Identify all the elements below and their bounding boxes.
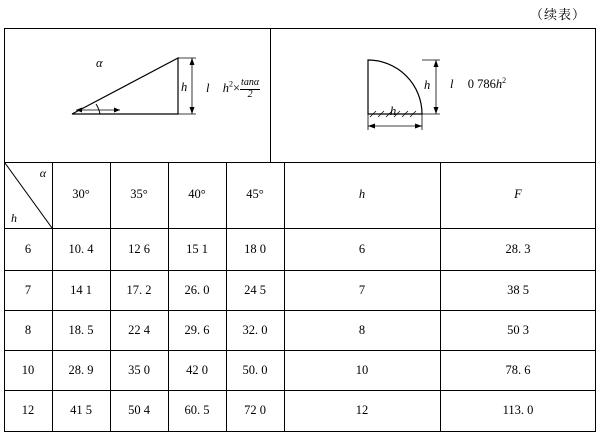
formula-coefficient: 0 786: [467, 77, 496, 92]
table-row: 7: [358, 283, 366, 297]
table-row: 8: [358, 323, 366, 337]
triangle-angle-label: α: [96, 56, 103, 70]
rule-figure-divider: [270, 28, 271, 162]
quarter-circle-width-label: h: [390, 104, 397, 118]
formula-prefix-l-right: l: [450, 77, 454, 92]
table-row: 50 4: [128, 403, 150, 417]
table-row: 10. 4: [68, 242, 94, 256]
column-header-h: h: [358, 187, 366, 201]
formula-prefix-l: l: [206, 80, 210, 95]
corner-label-h: h: [11, 211, 17, 225]
rule-row-3: [4, 350, 596, 351]
rule-row-1: [4, 270, 596, 271]
formula-exponent: 2: [228, 79, 233, 89]
table-row: 10: [355, 363, 369, 377]
column-header-F: F: [514, 187, 522, 201]
table-row: 14 1: [70, 283, 92, 297]
table-row: 24 5: [244, 283, 266, 297]
table-row: 29. 6: [184, 323, 210, 337]
table-row: 72 0: [244, 403, 266, 417]
table-row: 18. 5: [68, 323, 94, 337]
formula-fraction: [240, 78, 260, 100]
quarter-circle-height-label: h: [424, 78, 431, 92]
table-row: 42 0: [186, 363, 208, 377]
triangle-height-label: h: [181, 80, 188, 94]
formula-exponent-right: 2: [502, 76, 507, 85]
column-header-30: 30°: [72, 187, 90, 201]
table-row: 7: [24, 283, 32, 297]
table-row: 28. 9: [68, 363, 94, 377]
table-row: 32. 0: [242, 323, 268, 337]
figure-triangle: [60, 52, 260, 132]
continued-table-label: （续表）: [529, 8, 586, 23]
table-row: 17. 2: [126, 283, 152, 297]
table-row: 60. 5: [184, 403, 210, 417]
rule-below-figures: [4, 162, 596, 163]
formula-h-right: h: [495, 77, 503, 92]
table-row: 35 0: [128, 363, 150, 377]
table-row: 15 1: [186, 242, 208, 256]
column-header-35: 35°: [130, 187, 148, 201]
formula-h: h: [222, 80, 229, 95]
figure-quarter-circle: [350, 48, 570, 132]
rule-row-2: [4, 310, 596, 311]
table-row: 12: [21, 403, 35, 417]
table-row: 12 6: [128, 242, 150, 256]
table-row: 26. 0: [184, 283, 210, 297]
fraction-numerator: tanα: [241, 77, 260, 88]
table-row: 28. 3: [505, 242, 531, 256]
corner-label-alpha: α: [39, 166, 46, 180]
column-header-40: 40°: [188, 187, 206, 201]
formula-times: ×: [232, 80, 241, 95]
table-corner-cell: [5, 163, 52, 228]
table-row: 78. 6: [505, 363, 531, 377]
table-row: 8: [24, 323, 32, 337]
table-row: 50. 0: [242, 363, 268, 377]
table-row: 41 5: [70, 403, 92, 417]
table-row: 113. 0: [502, 403, 534, 417]
quarter-circle-formula: [450, 76, 506, 92]
rule-below-header: [4, 228, 596, 229]
column-header-45: 45°: [246, 187, 264, 201]
table-row: 18 0: [244, 242, 266, 256]
table-row: 10: [21, 363, 35, 377]
triangle-formula: [206, 78, 260, 100]
table-row: 6: [358, 242, 366, 256]
fraction-denominator: 2: [247, 88, 253, 100]
table-row: 50 3: [507, 323, 529, 337]
table-row: 6: [24, 242, 32, 256]
table-row: 22 4: [128, 323, 150, 337]
rule-row-4: [4, 390, 596, 391]
table-row: 38 5: [507, 283, 529, 297]
table-row: 12: [355, 403, 369, 417]
